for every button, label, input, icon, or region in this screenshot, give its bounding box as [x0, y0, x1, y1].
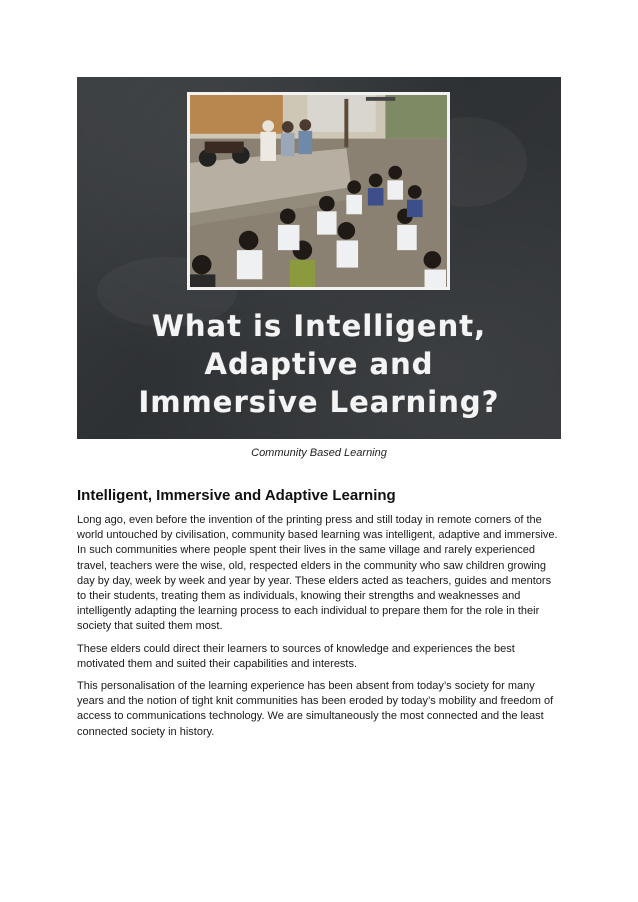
chalkboard-figure [77, 77, 561, 439]
headline-line: What is Intelligent, [151, 309, 487, 343]
headline-line: Immersive Learning? [138, 385, 500, 419]
paragraph: These elders could direct their learners to sources of knowledge and experiences the best motivated them and suited their capabilities and interests. [77, 642, 515, 670]
figure-caption: Community Based Learning [251, 447, 387, 459]
article-body [77, 513, 562, 747]
paragraph: Long ago, even before the invention of the printing press and still today in remote corners of the world untouched by civilisation, community based learning was intelligent, adaptive and immersive. In such communities where people spent their lives in the same village and rarely experienced travel, teachers were the wise, old, respected elders in the community who saw children growing day by day, week by week and year by year. These elders acted as teachers, guides and mentors to their students, treating them as individuals, knowing their strengths and weaknesses and intelligently adapting the learning process to each individual to prepare them for the role in their society that suited them most. [77, 514, 558, 633]
community-learning-photo [187, 92, 450, 290]
headline-line: Adaptive and [204, 347, 434, 381]
photo-illustration [190, 95, 447, 287]
paragraph: This personalisation of the learning experience has been absent from today’s society for many years and the notion of tight knit communities has been eroded by today’s mobility and freedom of access to communications technology. We are simultaneously the most connected and the least connected society in history. [77, 680, 554, 738]
chalk-headline [77, 307, 561, 421]
section-heading: Intelligent, Immersive and Adaptive Learning [77, 487, 396, 504]
